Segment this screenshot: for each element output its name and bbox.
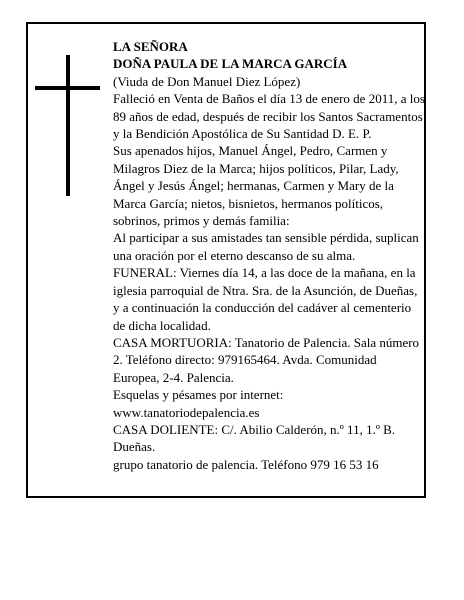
paragraph-home: CASA DOLIENTE: C/. Abilio Calderón, n.º 11, 1.º B. Dueñas. bbox=[113, 421, 396, 455]
obituary-text bbox=[113, 38, 425, 473]
subtitle: (Viuda de Don Manuel Diez López) bbox=[113, 73, 301, 89]
paragraph-funeral: FUNERAL: Viernes día 14, a las doce de la mañana, en la iglesia parroquial de Ntra. Sra. de la Asunción, de Dueñas, y a continuación la conducción del cadáver al cementerio de dicha localidad. bbox=[113, 265, 418, 333]
cross-icon-crossbar bbox=[35, 86, 100, 90]
paragraph-footer: grupo tanatorio de palencia. Teléfono 979 16 53 16 bbox=[113, 456, 379, 472]
title-line-1: LA SEÑORA bbox=[113, 39, 188, 54]
paragraph-family: Sus apenados hijos, Manuel Ángel, Pedro, Carmen y Milagros Diez de la Marca; hijos políticos, Pilar, Lady, Ángel y Jesús Ángel; hermanas, Carmen y Mary de la Marca García; nietos, bisnietos, hermanos políticos, sobrinos, primos y demás familia: bbox=[113, 143, 399, 229]
paragraph-mortuary: CASA MORTUORIA: Tanatorio de Palencia. Sala número 2. Teléfono directo: 979165464. Avda. Comunidad Europea, 2-4. Palencia. bbox=[113, 334, 420, 385]
paragraph-request: Al participar a sus amistades tan sensible pérdida, suplican una oración por el eterno descanso de su alma. bbox=[113, 230, 419, 263]
cross-icon bbox=[66, 55, 70, 196]
deceased-name: DOÑA PAULA DE LA MARCA GARCÍA bbox=[113, 56, 348, 72]
paragraph-internet: Esquelas y pésames por internet: www.tanatoriodepalencia.es bbox=[113, 387, 284, 420]
paragraph-death: Falleció en Venta de Baños el día 13 de enero de 2011, a los 89 años de edad, después de recibir los Santos Sacramentos y la Bendición Apostólica de Su Santidad D. E. P. bbox=[113, 91, 425, 142]
